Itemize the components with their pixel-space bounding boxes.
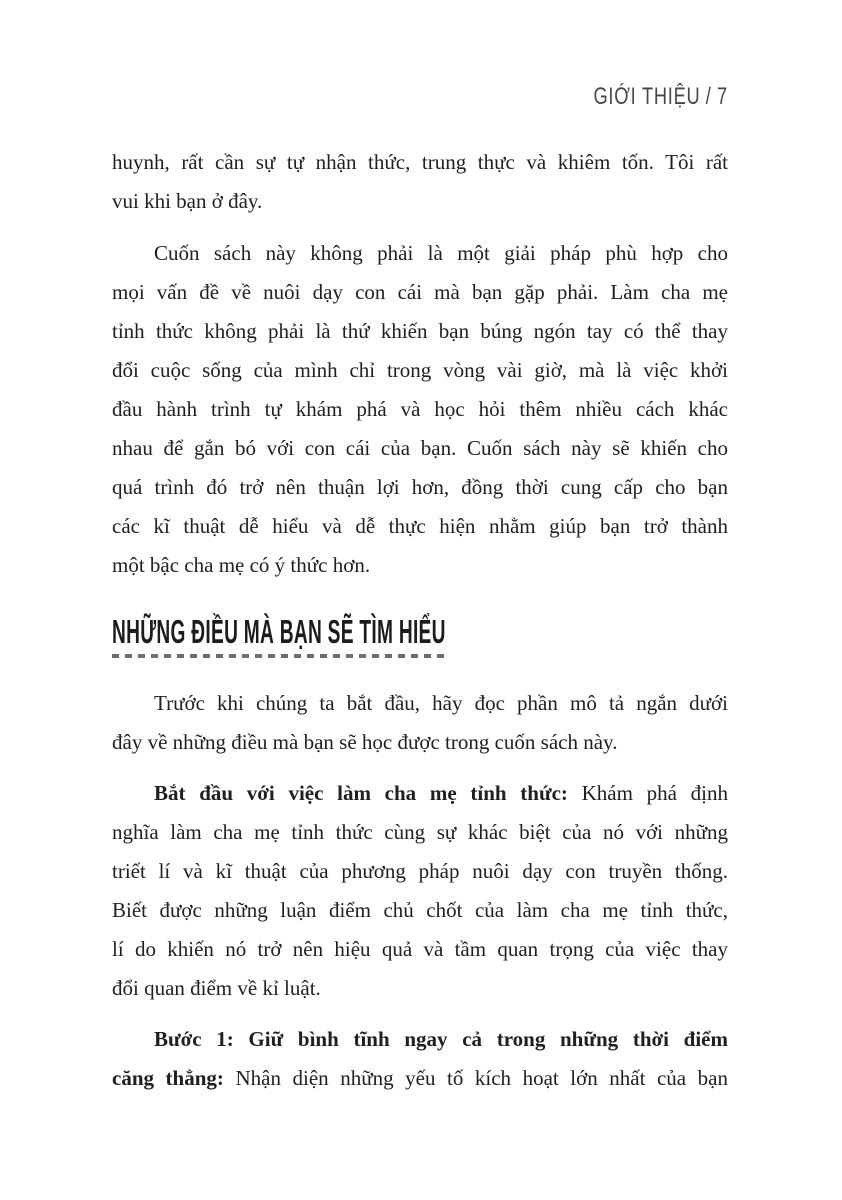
paragraph: [112, 234, 728, 585]
text-line: Cuốn sách này không phải là một giải pháp phù hợp cho: [154, 241, 728, 265]
paragraph: [112, 1020, 728, 1098]
page-header-inner: [594, 84, 728, 110]
text-line: triết lí và kĩ thuật của phương pháp nuôi dạy con truyền thống.: [112, 859, 728, 883]
text-line: Bước 1: Giữ bình tĩnh ngay cả trong những thời điểm: [154, 1027, 728, 1051]
page-number: 7: [717, 83, 728, 110]
text-line: nhau để gắn bó với con cái của bạn. Cuốn sách này sẽ khiến cho: [112, 436, 728, 460]
paragraph: [112, 143, 728, 221]
text-line: lí do khiến nó trở nên hiệu quả và tầm quan trọng của việc thay: [112, 937, 728, 961]
text-line: mọi vấn đề về nuôi dạy con cái mà bạn gặp phải. Làm cha mẹ: [112, 280, 728, 304]
paragraph: [112, 684, 728, 762]
text-line: nghĩa làm cha mẹ tỉnh thức cùng sự khác biệt của nó với những: [112, 820, 728, 844]
text-line: Biết được những luận điểm chủ chốt của làm cha mẹ tỉnh thức,: [112, 898, 728, 922]
header-divider: /: [705, 83, 712, 110]
text-line: tỉnh thức không phải là thứ khiến bạn búng ngón tay có thể thay: [112, 319, 728, 343]
text-line: đây về những điều mà bạn sẽ học được trong cuốn sách này.: [112, 730, 618, 754]
text-line: quá trình đó trở nên thuận lợi hơn, đồng thời cung cấp cho bạn: [112, 475, 728, 499]
text-line: đầu hành trình tự khám phá và học hỏi thêm nhiều cách khác: [112, 397, 728, 421]
text-line: đổi quan điểm về kỉ luật.: [112, 976, 321, 1000]
text-line: các kĩ thuật dễ hiểu và dễ thực hiện nhằm giúp bạn trở thành: [112, 514, 728, 538]
dashed-rule: [112, 654, 450, 658]
text-line: đổi cuộc sống của mình chỉ trong vòng vài giờ, mà là việc khởi: [112, 358, 728, 382]
text-line: Bắt đầu với việc làm cha mẹ tỉnh thức: Khám phá định: [154, 781, 728, 805]
text-line: Trước khi chúng ta bắt đầu, hãy đọc phần mô tả ngắn dưới: [154, 691, 728, 715]
section-label: GIỚI THIỆU: [593, 83, 701, 110]
text-line: vui khi bạn ở đây.: [112, 189, 263, 213]
text-line: huynh, rất cần sự tự nhận thức, trung thực và khiêm tốn. Tôi rất: [112, 150, 728, 174]
text-block: [112, 143, 728, 1098]
text-line: một bậc cha mẹ có ý thức hơn.: [112, 553, 371, 577]
text-line: căng thẳng: Nhận diện những yếu tố kích hoạt lớn nhất của bạn: [112, 1066, 728, 1090]
section-heading: NHỮNG ĐIỀU MÀ BẠN SẼ TÌM HIỂU: [112, 613, 446, 650]
section-heading-block: [112, 613, 728, 658]
page-header: [551, 84, 728, 110]
paragraph: [112, 774, 728, 1008]
